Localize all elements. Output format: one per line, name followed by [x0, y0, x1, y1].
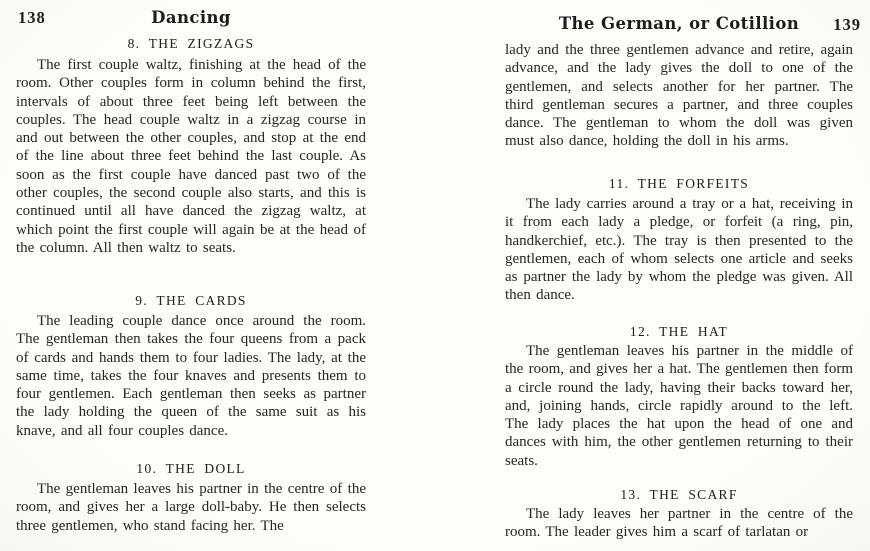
- section-heading-forfeits: 11. THE FORFEITS: [608, 176, 750, 191]
- page-number-left: 138: [18, 8, 46, 27]
- section-body-scarf: The lady leaves her partner in the centre of the room. The leader gives him a scarf of tarlatan or: [505, 506, 853, 541]
- section-heading-scarf: 13. THE SCARF: [620, 487, 738, 502]
- section-body-hat: The gentleman leaves his partner in the middle of the room, and gives her a hat. The gentlemen then form a circle round the lady, having their backs toward her, and, joining hands, circle rapidly around to the left. The lady places the hat upon the head of one and dances with him, the other gentlemen returning to their seats.: [505, 343, 853, 469]
- page-number-right: 139: [833, 15, 861, 34]
- running-title-right: The German, or Cotillion: [558, 14, 800, 33]
- section-heading-doll: 10. THE DOLL: [136, 461, 246, 476]
- section-heading-hat: 12. THE HAT: [629, 324, 729, 339]
- section-body-doll-continuation: lady and the three gentlemen advance and retire, again advance, and the lady gives the doll to one of the gentlemen, and selects another for her partner. The third gentleman secures a partner, and three couples dance. The gentleman to whom the doll was given must also dance, holding the doll in his arms.: [505, 42, 853, 150]
- section-heading-zigzags: 8. THE ZIGZAGS: [127, 36, 255, 51]
- section-body-zigzags: The first couple waltz, finishing at the head of the room. Other couples form in column behind the first, intervals of about three feet being left between the couples. The head couple waltz in a zigzag course in and out between the other couples, and stop at the end of the line about three feet behind the last couple. As soon as the first couple have danced past two of the other couples, the second couple also starts, and this is continued until all have danced the zigzag waltz, at which point the first couple will again be at the head of the column. All then waltz to seats.: [16, 57, 366, 256]
- running-title-left: Dancing: [151, 8, 231, 27]
- page-right: [505, 0, 861, 551]
- section-body-cards: The leading couple dance once around the room. The gentleman then takes the four queens from a pack of cards and hands them to four ladies. The lady, at the same time, takes the four knaves and presents them to four gentlemen. Each gentleman then seeks as partner the lady holding the queen of the same suit as his knave, and all four couples dance.: [16, 313, 366, 439]
- section-heading-cards: 9. THE CARDS: [135, 293, 247, 308]
- section-body-doll: The gentleman leaves his partner in the centre of the room, and gives her a large doll-baby. He then selects three gentlemen, who stand facing her. The: [16, 481, 366, 534]
- page-left: [16, 0, 366, 551]
- section-body-forfeits: The lady carries around a tray or a hat, receiving in it from each lady a pledge, or forfeit (a ring, pin, handkerchief, etc.). The tray is then presented to the gentlemen, each of whom selects one article and seeks as partner the lady by whom the pledge was given. All then dance.: [505, 196, 853, 304]
